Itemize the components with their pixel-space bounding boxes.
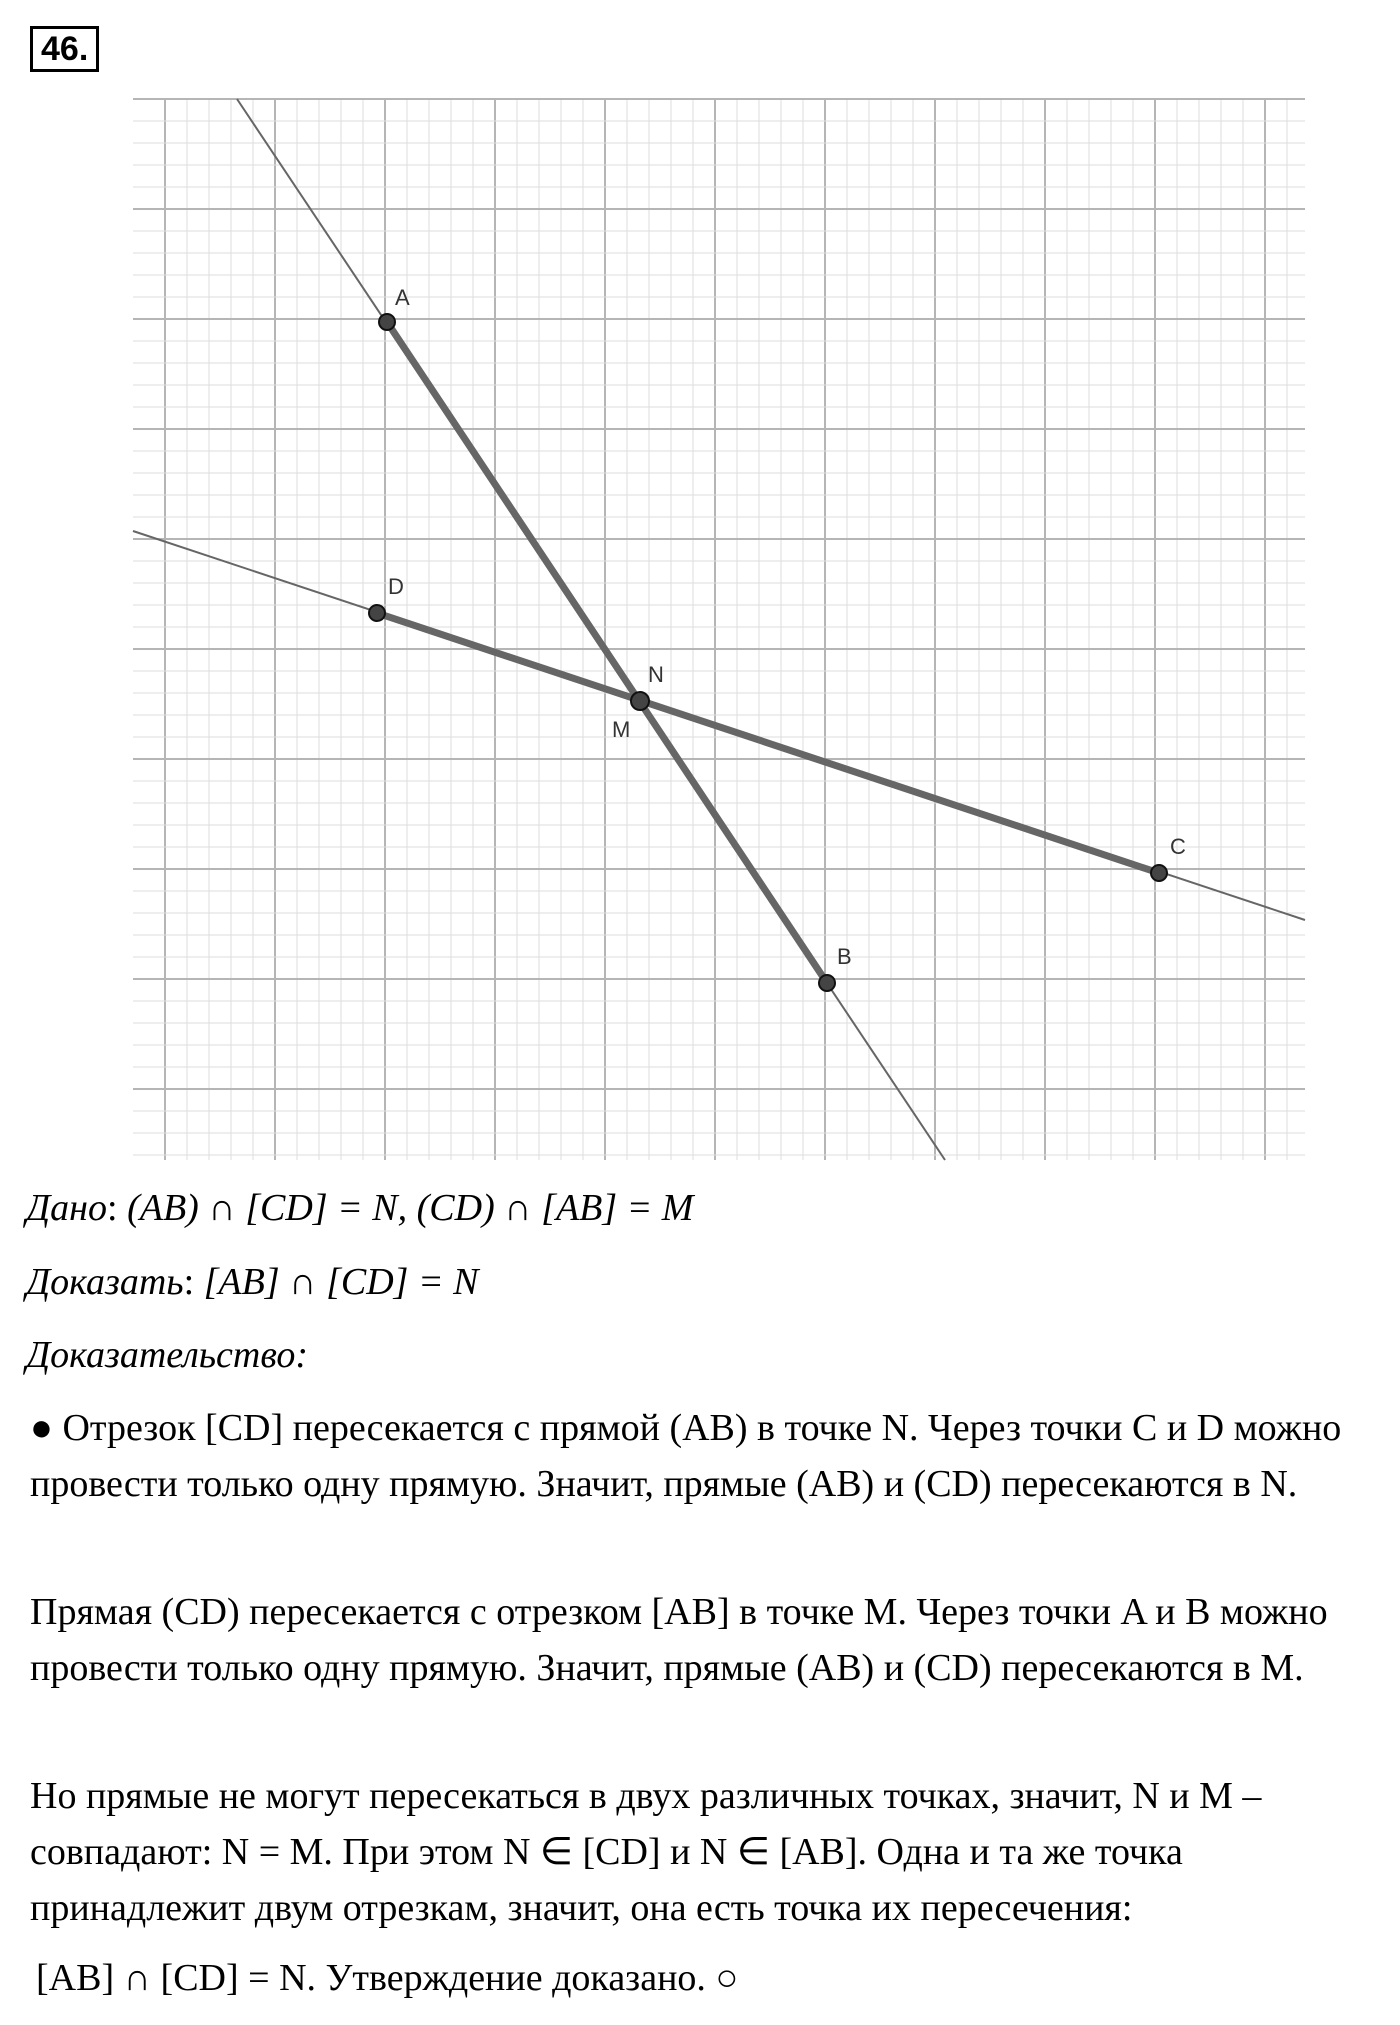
proof-label: Доказательство: <box>26 1334 309 1376</box>
label-a: A <box>395 285 410 310</box>
label-n: N <box>648 662 664 687</box>
prove-label: Доказать <box>26 1261 184 1303</box>
proof-conclusion: [AB] ∩ [CD] = N. Утверждение доказано. ○ <box>36 1957 739 1999</box>
label-m: M <box>612 717 631 742</box>
prove-statement: [AB] ∩ [CD] = N <box>203 1261 479 1303</box>
proof-paragraph-2: Прямая (CD) пересекается с отрезком [AB] в точке M. Через точки A и B можно провести только одну прямую. Значит, прямые (AB) и (CD) пересекаются в M. <box>30 1591 1328 1689</box>
grid <box>133 99 1305 1160</box>
problem-number: 46. <box>30 26 99 72</box>
given-statement: (AB) ∩ [CD] = N, (CD) ∩ [AB] = M <box>127 1187 694 1229</box>
label-d: D <box>388 574 404 599</box>
point-a <box>379 285 410 330</box>
label-c: C <box>1170 834 1186 859</box>
given-line: Дано: (AB) ∩ [CD] = N, (CD) ∩ [AB] = M <box>26 1187 694 1229</box>
label-b: B <box>837 944 852 969</box>
prove-line: Доказать: [AB] ∩ [CD] = N <box>26 1261 479 1303</box>
proof-paragraph-1: ● Отрезок [CD] пересекается с прямой (AB) в точке N. Через точки C и D можно провести только одну прямую. Значит, прямые (AB) и (CD) пересекаются в N. <box>30 1407 1342 1505</box>
proof-paragraph-3: Но прямые не могут пересекаться в двух различных точках, значит, N и M – совпадают: N = M. При этом N ∈ [CD] и N ∈ [AB]. Одна и та же точка принадлежит двум отрезкам, значит, она есть точка их пересечения: <box>30 1775 1262 1929</box>
line-cd <box>133 531 1305 920</box>
given-label: Дано <box>26 1187 108 1229</box>
